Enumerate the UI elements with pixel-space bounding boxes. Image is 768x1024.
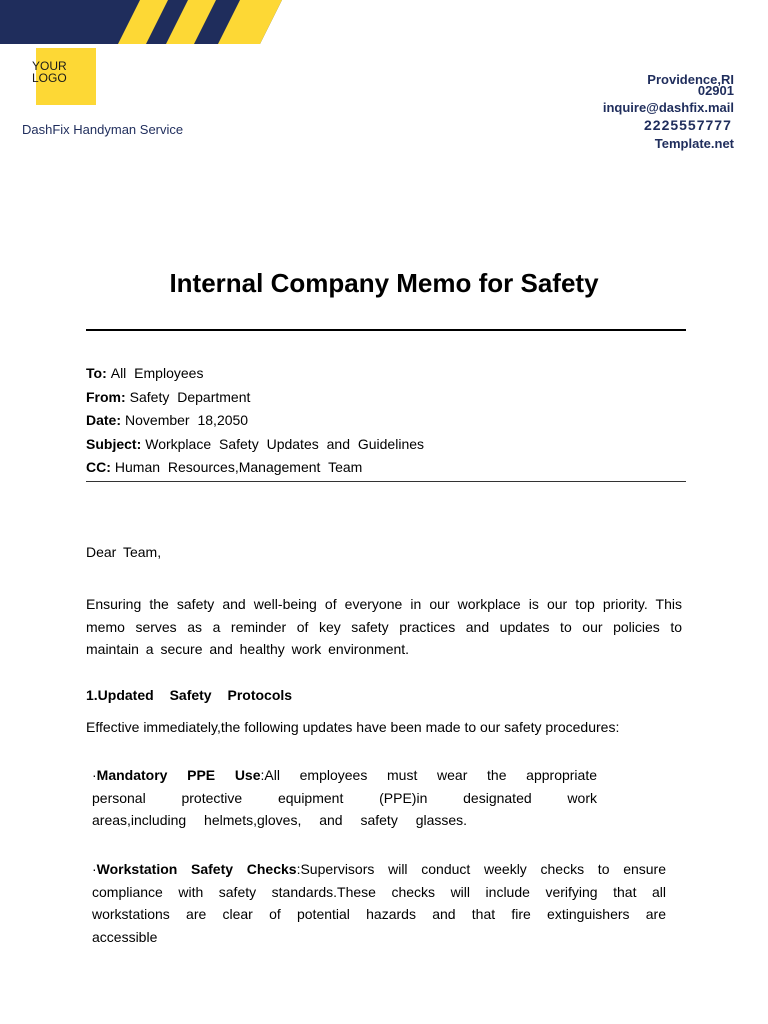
bullet-workstation-text: :Supervisors will conduct weekly checks to ensure compliance with safety standards.These checks will include verifying that all workstations are clear of potential hazards and that fire extinguishers are accessible [92, 861, 667, 945]
date-label: Date: [86, 412, 122, 428]
to-value: All Employees [110, 365, 204, 381]
memo-header-fields [86, 364, 424, 482]
logo-text: YOUR LOGO [32, 59, 67, 85]
company-name: DashFix Handyman Service [22, 122, 184, 137]
intro-paragraph: Ensuring the safety and well-being of everyone in our workplace is our top priority. This memo serves as a reminder of key safety practices and updates to our policies to maintain a secure and healthy work environment. [86, 596, 682, 657]
title-divider [86, 329, 686, 331]
from-label: From: [86, 388, 126, 405]
subject-label: Subject: [86, 435, 142, 452]
memo-from-row [86, 388, 424, 412]
contact-city: Providence,RI [647, 72, 734, 87]
memo-to-row [86, 364, 424, 388]
contact-phone: 2225557777 [644, 117, 732, 133]
bullet-workstation: ·Workstation Safety Checks:Supervisors will conduct weekly checks to ensure compliance with safety standards.These checks will include verifying that all workstations are clear of potential hazards and that fire extinguishers are accessible [92, 861, 667, 945]
bullet-ppe-text: :All employees must wear the appropriate personal protective equipment (PPE)in designated work areas,including helmets,gloves, and safety glasses. [92, 767, 598, 828]
memo-title: Internal Company Memo for Safety [169, 268, 599, 298]
subject-value: Workplace Safety Updates and Guidelines [145, 435, 425, 452]
memo-cc-row [86, 458, 424, 482]
header-divider [86, 481, 686, 482]
contact-zip: 02901 [697, 83, 734, 98]
bullet-ppe-title: Mandatory PPE Use [96, 767, 261, 783]
section-intro: Effective immediately,the following updates have been made to our safety procedures: [86, 719, 620, 735]
to-label: To: [86, 365, 107, 381]
memo-date-row [86, 411, 424, 435]
header-banner [0, 0, 290, 48]
greeting: Dear Team, [86, 544, 162, 560]
cc-label: CC: [86, 459, 111, 475]
date-value: November 18,2050 [125, 412, 249, 428]
bullet-workstation-title: Workstation Safety Checks [96, 861, 297, 877]
cc-value: Human Resources,Management Team [114, 459, 363, 475]
contact-block [603, 72, 734, 151]
from-value: Safety Department [129, 388, 251, 405]
bullet-ppe: ·Mandatory PPE Use:All employees must wear the appropriate personal protective equipment (PPE)in designated work areas,including helmets,gloves, and safety glasses. [92, 767, 598, 828]
memo-subject-row [86, 435, 424, 459]
section-heading: 1.Updated Safety Protocols [86, 687, 293, 703]
contact-website: Template.net [654, 136, 734, 151]
contact-email: inquire@dashfix.mail [602, 100, 734, 115]
